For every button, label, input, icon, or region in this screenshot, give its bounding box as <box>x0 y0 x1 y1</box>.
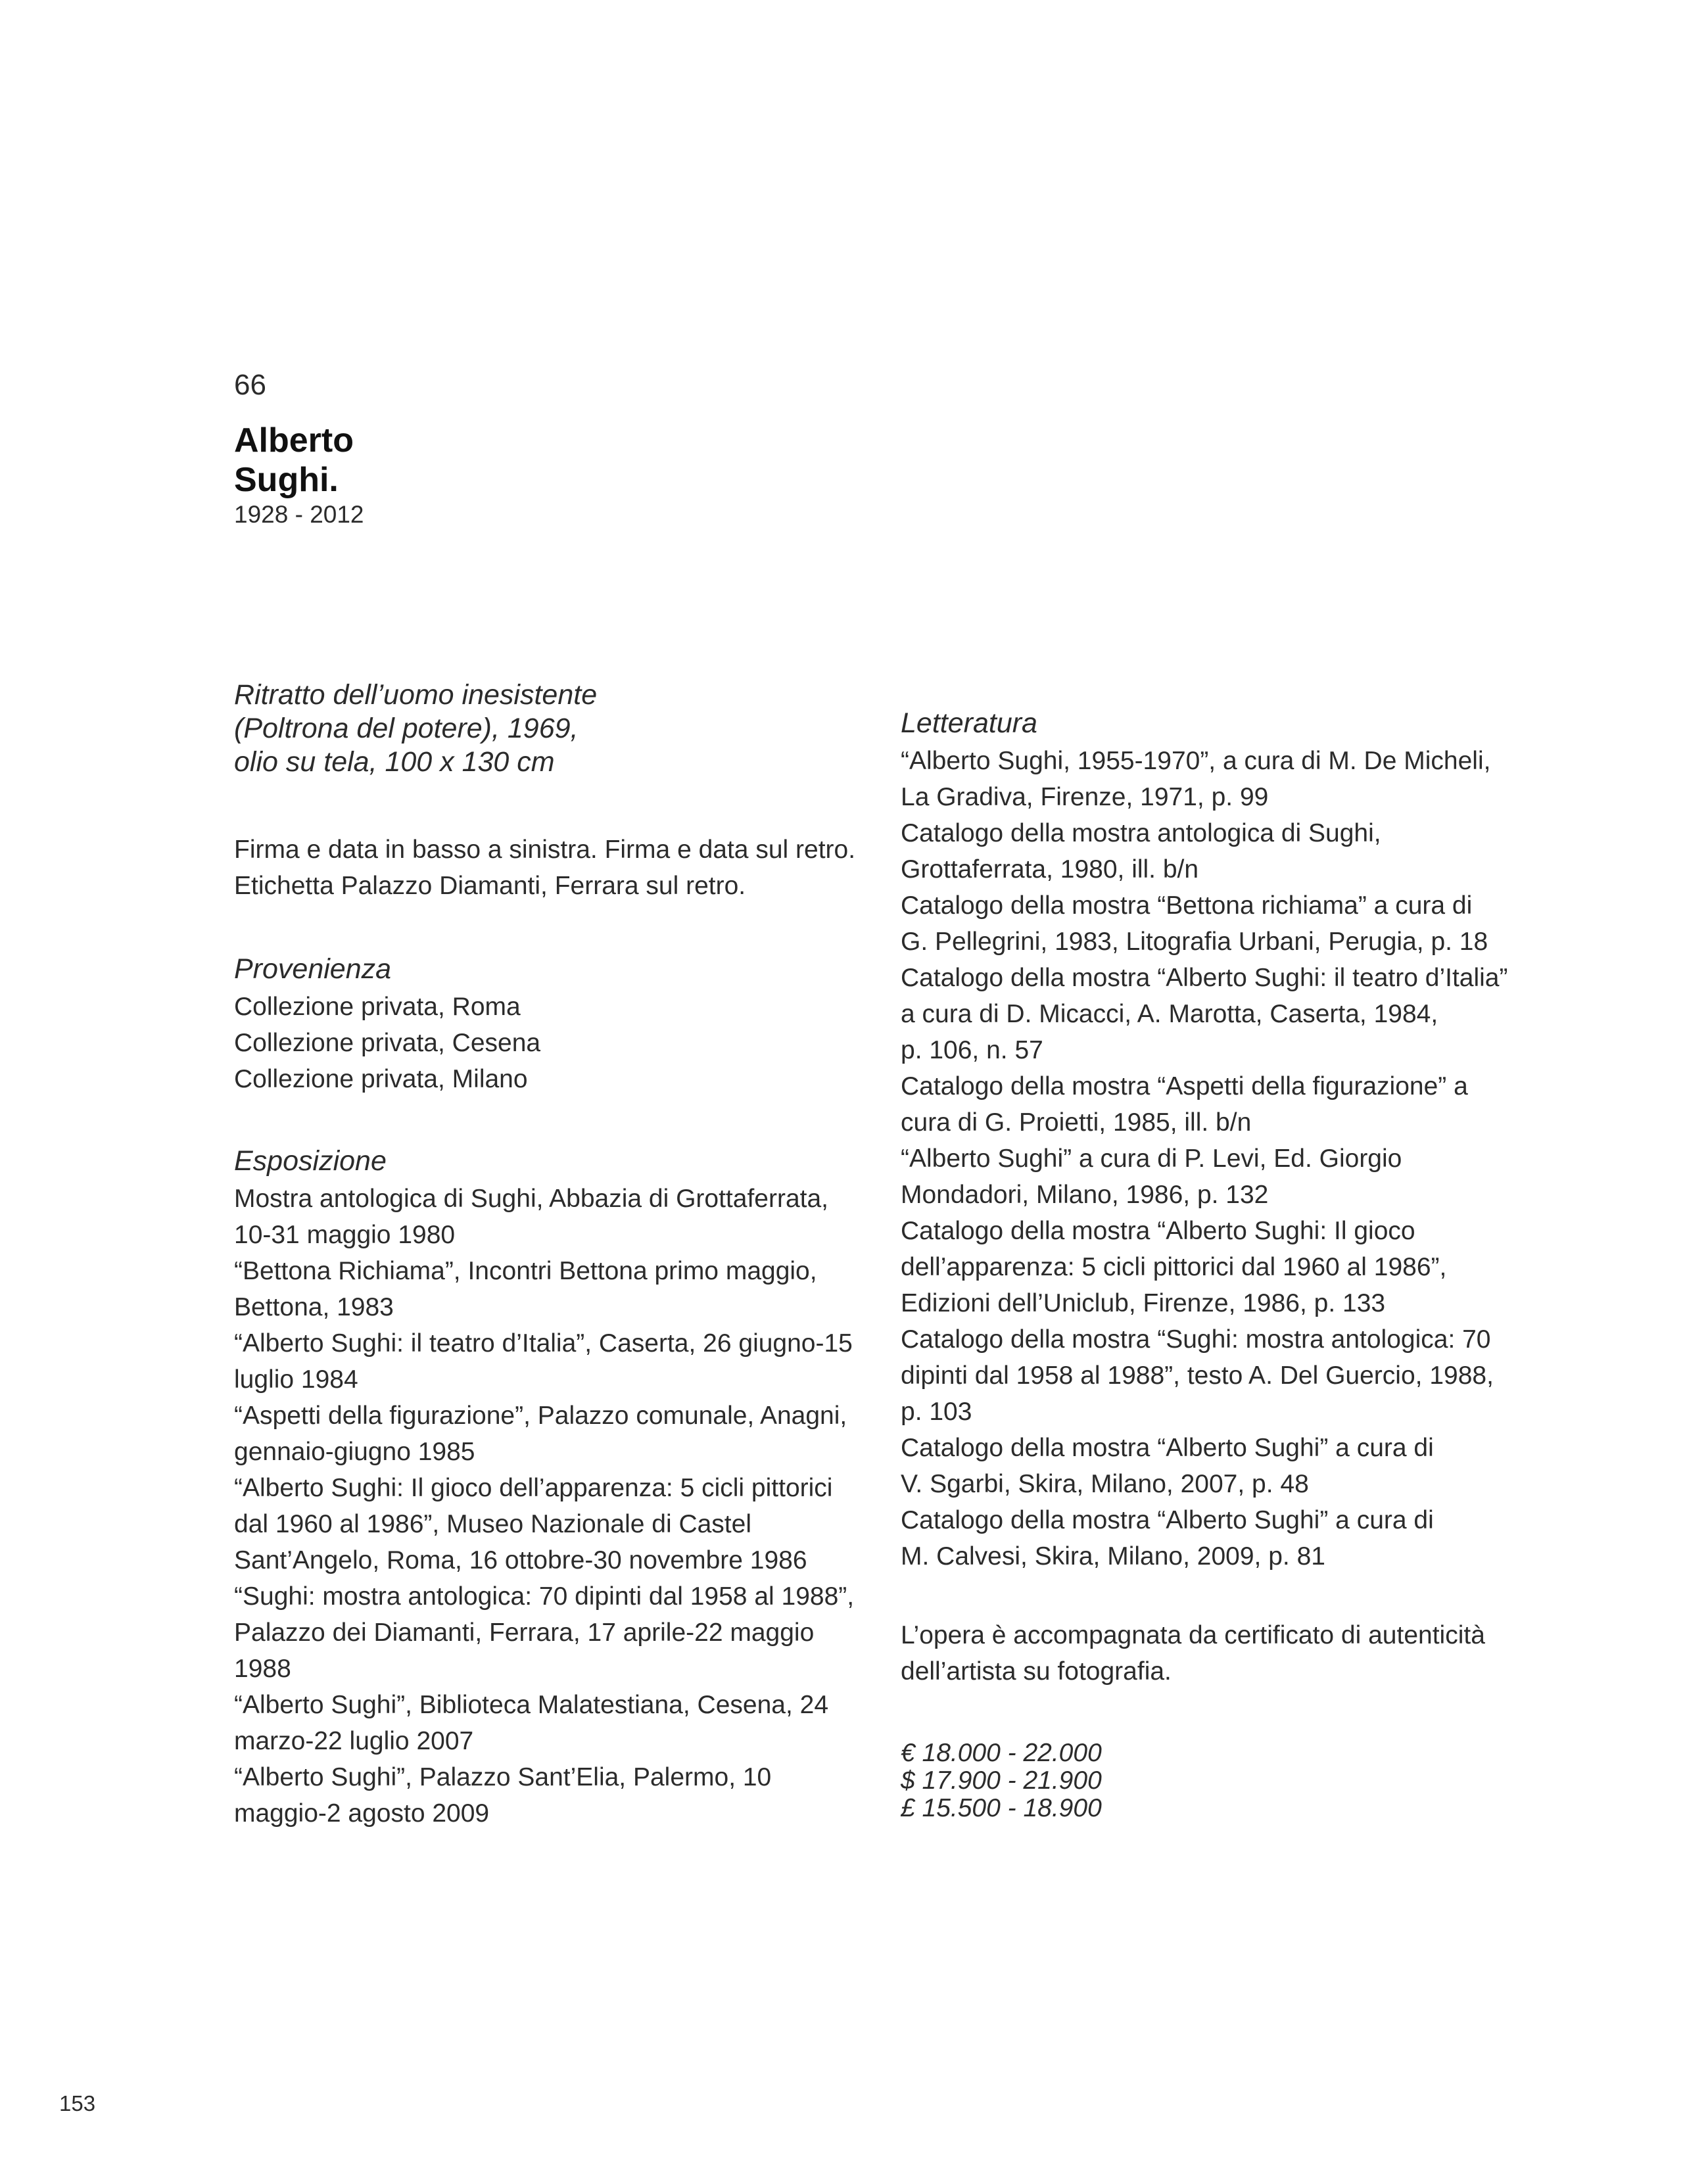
provenienza-line: Collezione privata, Cesena <box>234 1029 541 1057</box>
esposizione-line: Bettona, 1983 <box>234 1293 394 1321</box>
esposizione-line: “Alberto Sughi: il teatro d’Italia”, Caserta, 26 giugno-15 <box>234 1329 853 1358</box>
artwork-title-line: Ritratto dell’uomo inesistente <box>234 679 598 711</box>
letteratura-line: a cura di D. Micacci, A. Marotta, Caserta, 1984, <box>901 1000 1438 1028</box>
letteratura-line: Catalogo della mostra “Alberto Sughi: il teatro d’Italia” <box>901 964 1508 992</box>
letteratura-line: M. Calvesi, Skira, Milano, 2009, p. 81 <box>901 1542 1325 1571</box>
price-estimates <box>901 1739 1532 1822</box>
letteratura-line: “Alberto Sughi, 1955-1970”, a cura di M. De Micheli, <box>901 747 1491 775</box>
esposizione-line: 10-31 maggio 1980 <box>234 1221 456 1249</box>
certificate-line: L’opera è accompagnata da certificato di autenticità <box>901 1621 1485 1649</box>
letteratura-section <box>901 703 1532 1574</box>
lot-number: 66 <box>234 369 266 401</box>
artist-name <box>234 421 694 500</box>
esposizione-line: maggio-2 agosto 2009 <box>234 1799 490 1828</box>
certificate-line: dell’artista su fotografia. <box>901 1657 1172 1686</box>
letteratura-line: Catalogo della mostra “Aspetti della figurazione” a <box>901 1072 1468 1100</box>
letteratura-line: Edizioni dell’Uniclub, Firenze, 1986, p. 133 <box>901 1289 1386 1317</box>
letteratura-line: cura di G. Proietti, 1985, ill. b/n <box>901 1108 1252 1137</box>
estimate-usd: $ 17.900 - 21.900 <box>901 1766 1102 1795</box>
estimate-gbp: £ 15.500 - 18.900 <box>901 1794 1102 1822</box>
letteratura-line: dell’apparenza: 5 cicli pittorici dal 1960 al 1986”, <box>901 1253 1447 1281</box>
esposizione-line: gennaio-giugno 1985 <box>234 1438 475 1466</box>
artwork-note-line: Firma e data in basso a sinistra. Firma e data sul retro. <box>234 836 856 864</box>
artwork-title-line: (Poltrona del potere), 1969, <box>234 713 579 744</box>
esposizione-line: 1988 <box>234 1655 291 1683</box>
artwork-title-line: olio su tela, 100 x 130 cm <box>234 746 555 778</box>
esposizione-section <box>234 1141 865 1831</box>
artwork-notes <box>234 832 865 904</box>
letteratura-line: G. Pellegrini, 1983, Litografia Urbani, Perugia, p. 18 <box>901 928 1488 956</box>
esposizione-line: “Aspetti della figurazione”, Palazzo comunale, Anagni, <box>234 1402 847 1430</box>
esposizione-line: luglio 1984 <box>234 1365 358 1394</box>
letteratura-line: dipinti dal 1958 al 1988”, testo A. Del Guercio, 1988, <box>901 1361 1494 1390</box>
esposizione-line: marzo-22 luglio 2007 <box>234 1727 474 1755</box>
esposizione-line: “Alberto Sughi”, Biblioteca Malatestiana, Cesena, 24 <box>234 1691 829 1719</box>
esposizione-line: Palazzo dei Diamanti, Ferrara, 17 aprile-22 maggio <box>234 1619 815 1647</box>
letteratura-line: La Gradiva, Firenze, 1971, p. 99 <box>901 783 1269 811</box>
esposizione-line: “Bettona Richiama”, Incontri Bettona primo maggio, <box>234 1257 817 1285</box>
letteratura-line: Catalogo della mostra “Bettona richiama” a cura di <box>901 891 1473 920</box>
artwork-title <box>234 678 865 779</box>
artwork-note-line: Etichetta Palazzo Diamanti, Ferrara sul retro. <box>234 872 746 900</box>
page-number: 153 <box>59 2091 96 2115</box>
provenienza-line: Collezione privata, Milano <box>234 1065 528 1093</box>
letteratura-line: Catalogo della mostra “Alberto Sughi” a cura di <box>901 1434 1434 1462</box>
letteratura-line: “Alberto Sughi” a cura di P. Levi, Ed. Giorgio <box>901 1145 1402 1173</box>
artist-dates: 1928 - 2012 <box>234 501 364 528</box>
letteratura-line: p. 106, n. 57 <box>901 1036 1043 1064</box>
letteratura-line: p. 103 <box>901 1398 972 1426</box>
estimate-eur: € 18.000 - 22.000 <box>901 1739 1102 1767</box>
provenienza-section <box>234 949 865 1097</box>
provenienza-line: Collezione privata, Roma <box>234 993 521 1021</box>
letteratura-line: V. Sgarbi, Skira, Milano, 2007, p. 48 <box>901 1470 1309 1498</box>
letteratura-line: Catalogo della mostra antologica di Sughi, <box>901 819 1381 847</box>
esposizione-line: Sant’Angelo, Roma, 16 ottobre-30 novembre 1986 <box>234 1546 807 1574</box>
certificate-note <box>901 1617 1532 1690</box>
esposizione-line: “Alberto Sughi”, Palazzo Sant’Elia, Palermo, 10 <box>234 1763 772 1791</box>
esposizione-line: dal 1960 al 1986”, Museo Nazionale di Castel <box>234 1510 751 1538</box>
letteratura-line: Catalogo della mostra “Alberto Sughi” a cura di <box>901 1506 1434 1534</box>
esposizione-line: Mostra antologica di Sughi, Abbazia di Grottaferrata, <box>234 1185 829 1213</box>
esposizione-title: Esposizione <box>234 1145 387 1177</box>
esposizione-line: “Sughi: mostra antologica: 70 dipinti dal 1958 al 1988”, <box>234 1582 855 1611</box>
provenienza-title: Provenienza <box>234 953 392 985</box>
letteratura-line: Catalogo della mostra “Alberto Sughi: Il gioco <box>901 1217 1415 1245</box>
letteratura-title: Letteratura <box>901 707 1037 739</box>
letteratura-line: Mondadori, Milano, 1986, p. 132 <box>901 1181 1269 1209</box>
artist-name-line-2: Sughi. <box>234 461 339 499</box>
letteratura-line: Catalogo della mostra “Sughi: mostra antologica: 70 <box>901 1325 1491 1354</box>
letteratura-line: Grottaferrata, 1980, ill. b/n <box>901 855 1199 884</box>
esposizione-line: “Alberto Sughi: Il gioco dell’apparenza: 5 cicli pittorici <box>234 1474 833 1502</box>
artist-name-line-1: Alberto <box>234 421 354 460</box>
